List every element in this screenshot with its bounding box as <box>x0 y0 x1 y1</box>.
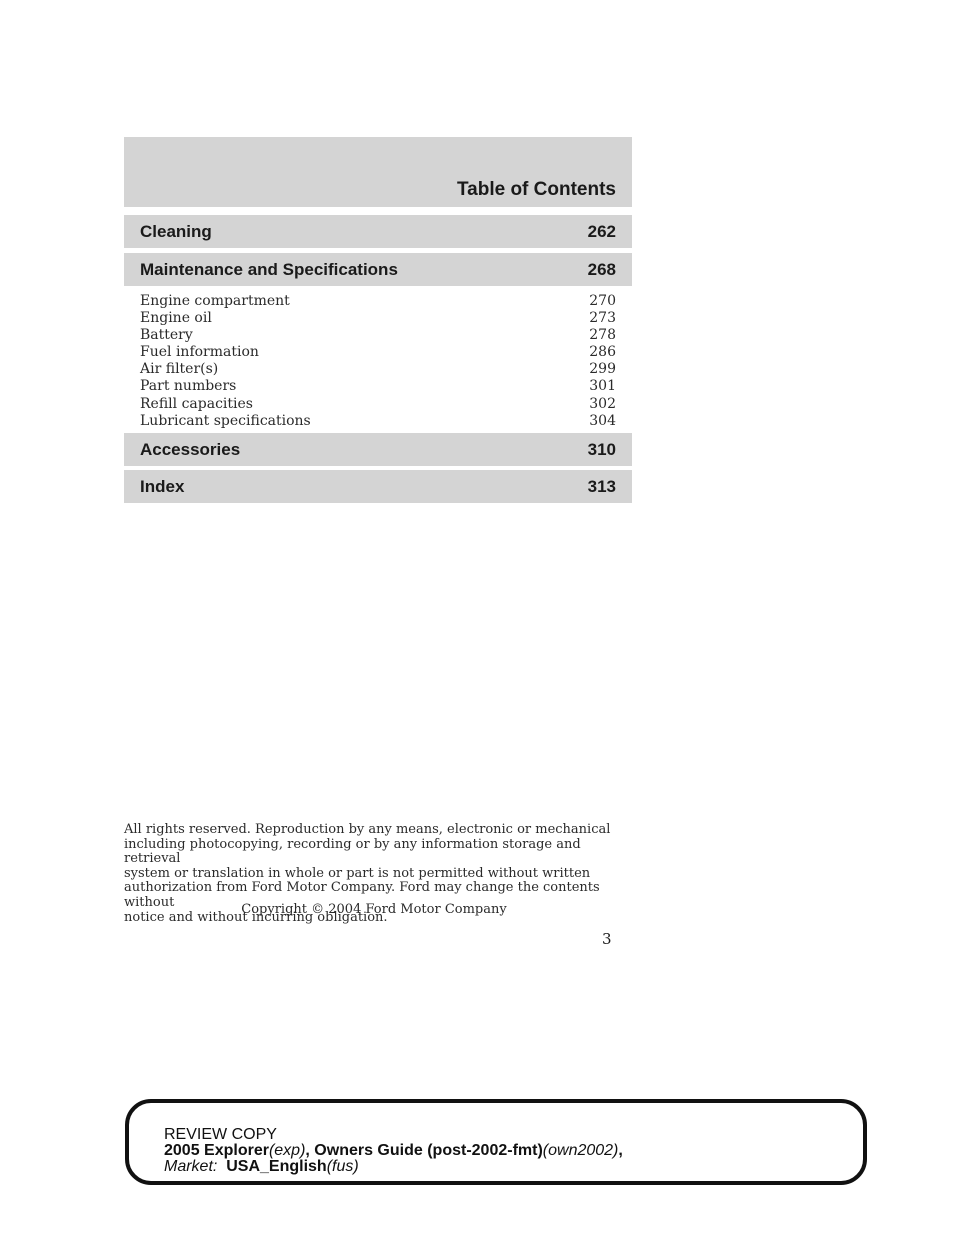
subsection-page: 273 <box>589 310 616 327</box>
page-number: 3 <box>602 930 612 948</box>
subsection-title: Refill capacities <box>140 395 253 412</box>
section-title: Index <box>140 476 185 496</box>
subsection-page: 302 <box>589 395 616 412</box>
toc-section-cleaning[interactable] <box>124 215 632 248</box>
toc-subsection[interactable] <box>140 327 616 344</box>
header-box <box>124 137 632 207</box>
toc-subsection[interactable] <box>140 344 616 361</box>
section-title: Maintenance and Specifications <box>140 259 398 279</box>
toc-subsection[interactable] <box>140 293 616 310</box>
legal-line: notice and without incurring obligation. <box>124 909 388 925</box>
section-page: 313 <box>587 476 616 496</box>
legal-line: All rights reserved. Reproduction by any means, electronic or mechanical <box>124 822 611 837</box>
market-name: USA_English <box>226 1158 327 1175</box>
toc-subsection[interactable] <box>140 413 616 430</box>
subsection-page: 286 <box>589 344 616 361</box>
review-copy-text <box>164 1127 623 1175</box>
comma: , <box>618 1142 623 1159</box>
subsection-page: 301 <box>589 378 616 395</box>
toc-section-index[interactable] <box>124 470 632 503</box>
subsection-title: Battery <box>140 327 193 344</box>
subsection-title: Air filter(s) <box>140 361 219 378</box>
guide-code: (own2002) <box>542 1142 619 1159</box>
toc-subsection[interactable] <box>140 396 616 413</box>
legal-line: authorization from Ford Motor Company. Ford may change the contents without <box>124 880 600 910</box>
toc-section-maintenance[interactable] <box>124 253 632 286</box>
subsection-title: Lubricant specifications <box>140 412 311 429</box>
market-code: (fus) <box>326 1158 359 1175</box>
subsection-page: 270 <box>589 293 616 309</box>
toc-subsection[interactable] <box>140 361 616 378</box>
legal-line: including photocopying, recording or by any information storage and retrieval <box>124 836 581 867</box>
subsection-page: 278 <box>589 327 616 344</box>
toc-subsection[interactable] <box>140 378 616 395</box>
subsection-page: 304 <box>589 412 616 429</box>
review-market-line <box>164 1159 623 1175</box>
toc-subsection[interactable] <box>140 310 616 327</box>
toc-section-accessories[interactable] <box>124 433 632 466</box>
section-title: Accessories <box>140 439 241 459</box>
subsection-title: Fuel information <box>140 344 259 361</box>
section-page: 310 <box>587 439 616 459</box>
legal-line: system or translation in whole or part is not permitted without written <box>124 865 591 881</box>
subsection-page: 299 <box>589 361 616 378</box>
section-title: Cleaning <box>140 221 212 241</box>
review-model-line <box>164 1143 623 1159</box>
model-name: 2005 Explorer <box>164 1142 269 1159</box>
subsection-list <box>140 293 616 430</box>
model-code: (exp) <box>268 1142 306 1159</box>
market-label: Market: <box>164 1158 218 1175</box>
subsection-title: Engine compartment <box>140 293 290 309</box>
subsection-title: Part numbers <box>140 378 237 395</box>
review-copy-label: REVIEW COPY <box>164 1126 277 1143</box>
copyright: Copyright © 2004 Ford Motor Company <box>241 902 507 917</box>
page-title: Table of Contents <box>456 179 616 200</box>
subsection-title: Engine oil <box>140 310 212 327</box>
guide-name: , Owners Guide (post-2002-fmt) <box>305 1142 543 1159</box>
section-page: 268 <box>587 259 616 279</box>
section-page: 262 <box>587 221 616 241</box>
